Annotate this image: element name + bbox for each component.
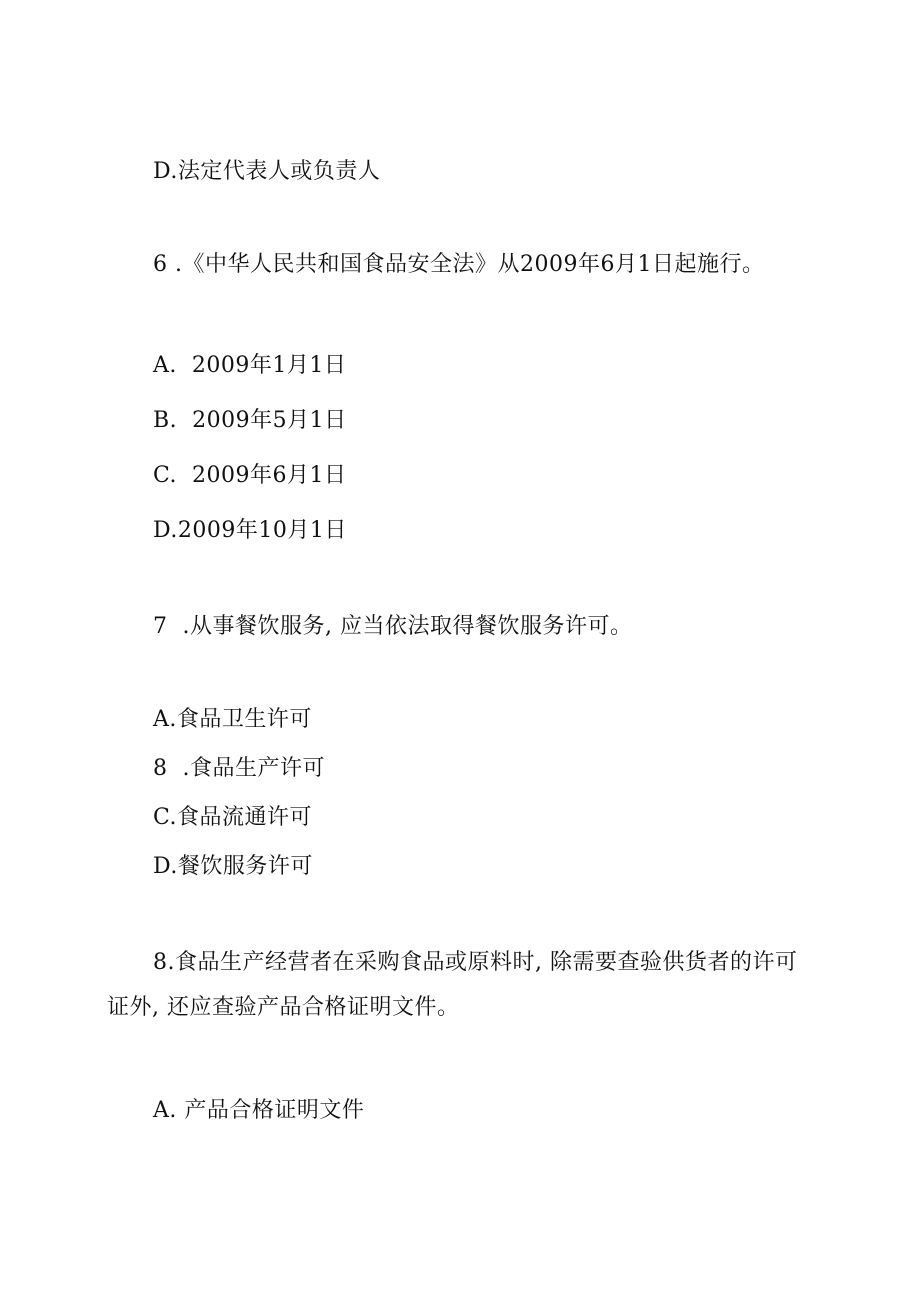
q6-option-c: C. 2009年6月1日 (153, 463, 347, 488)
q8-question: 8.食品生产经营者在采购食品或原料时, 除需要查验供货者的许可证外, 还应查验产品合格证明文件。 (107, 950, 798, 1020)
q5-option-d: D.法定代表人或负责人 (153, 159, 381, 184)
q6-option-b: B. 2009年5月1日 (153, 408, 347, 433)
q6-question: 6 .《中华人民共和国食品安全法》从2009年6月1日起施行。 (153, 252, 765, 277)
q7-option-a: A.食品卫生许可 (153, 707, 312, 732)
q6-option-a: A. 2009年1月1日 (153, 353, 347, 378)
q7-question: 7 .从事餐饮服务, 应当依法取得餐饮服务许可。 (153, 614, 633, 639)
q7-option-b: 8 .食品生产许可 (153, 756, 325, 781)
q7-option-c: C.食品流通许可 (153, 805, 313, 830)
q7-option-d: D.餐饮服务许可 (153, 854, 313, 879)
q6-option-d: D.2009年10月1日 (153, 518, 347, 543)
q8-option-a: A. 产品合格证明文件 (153, 1098, 365, 1123)
